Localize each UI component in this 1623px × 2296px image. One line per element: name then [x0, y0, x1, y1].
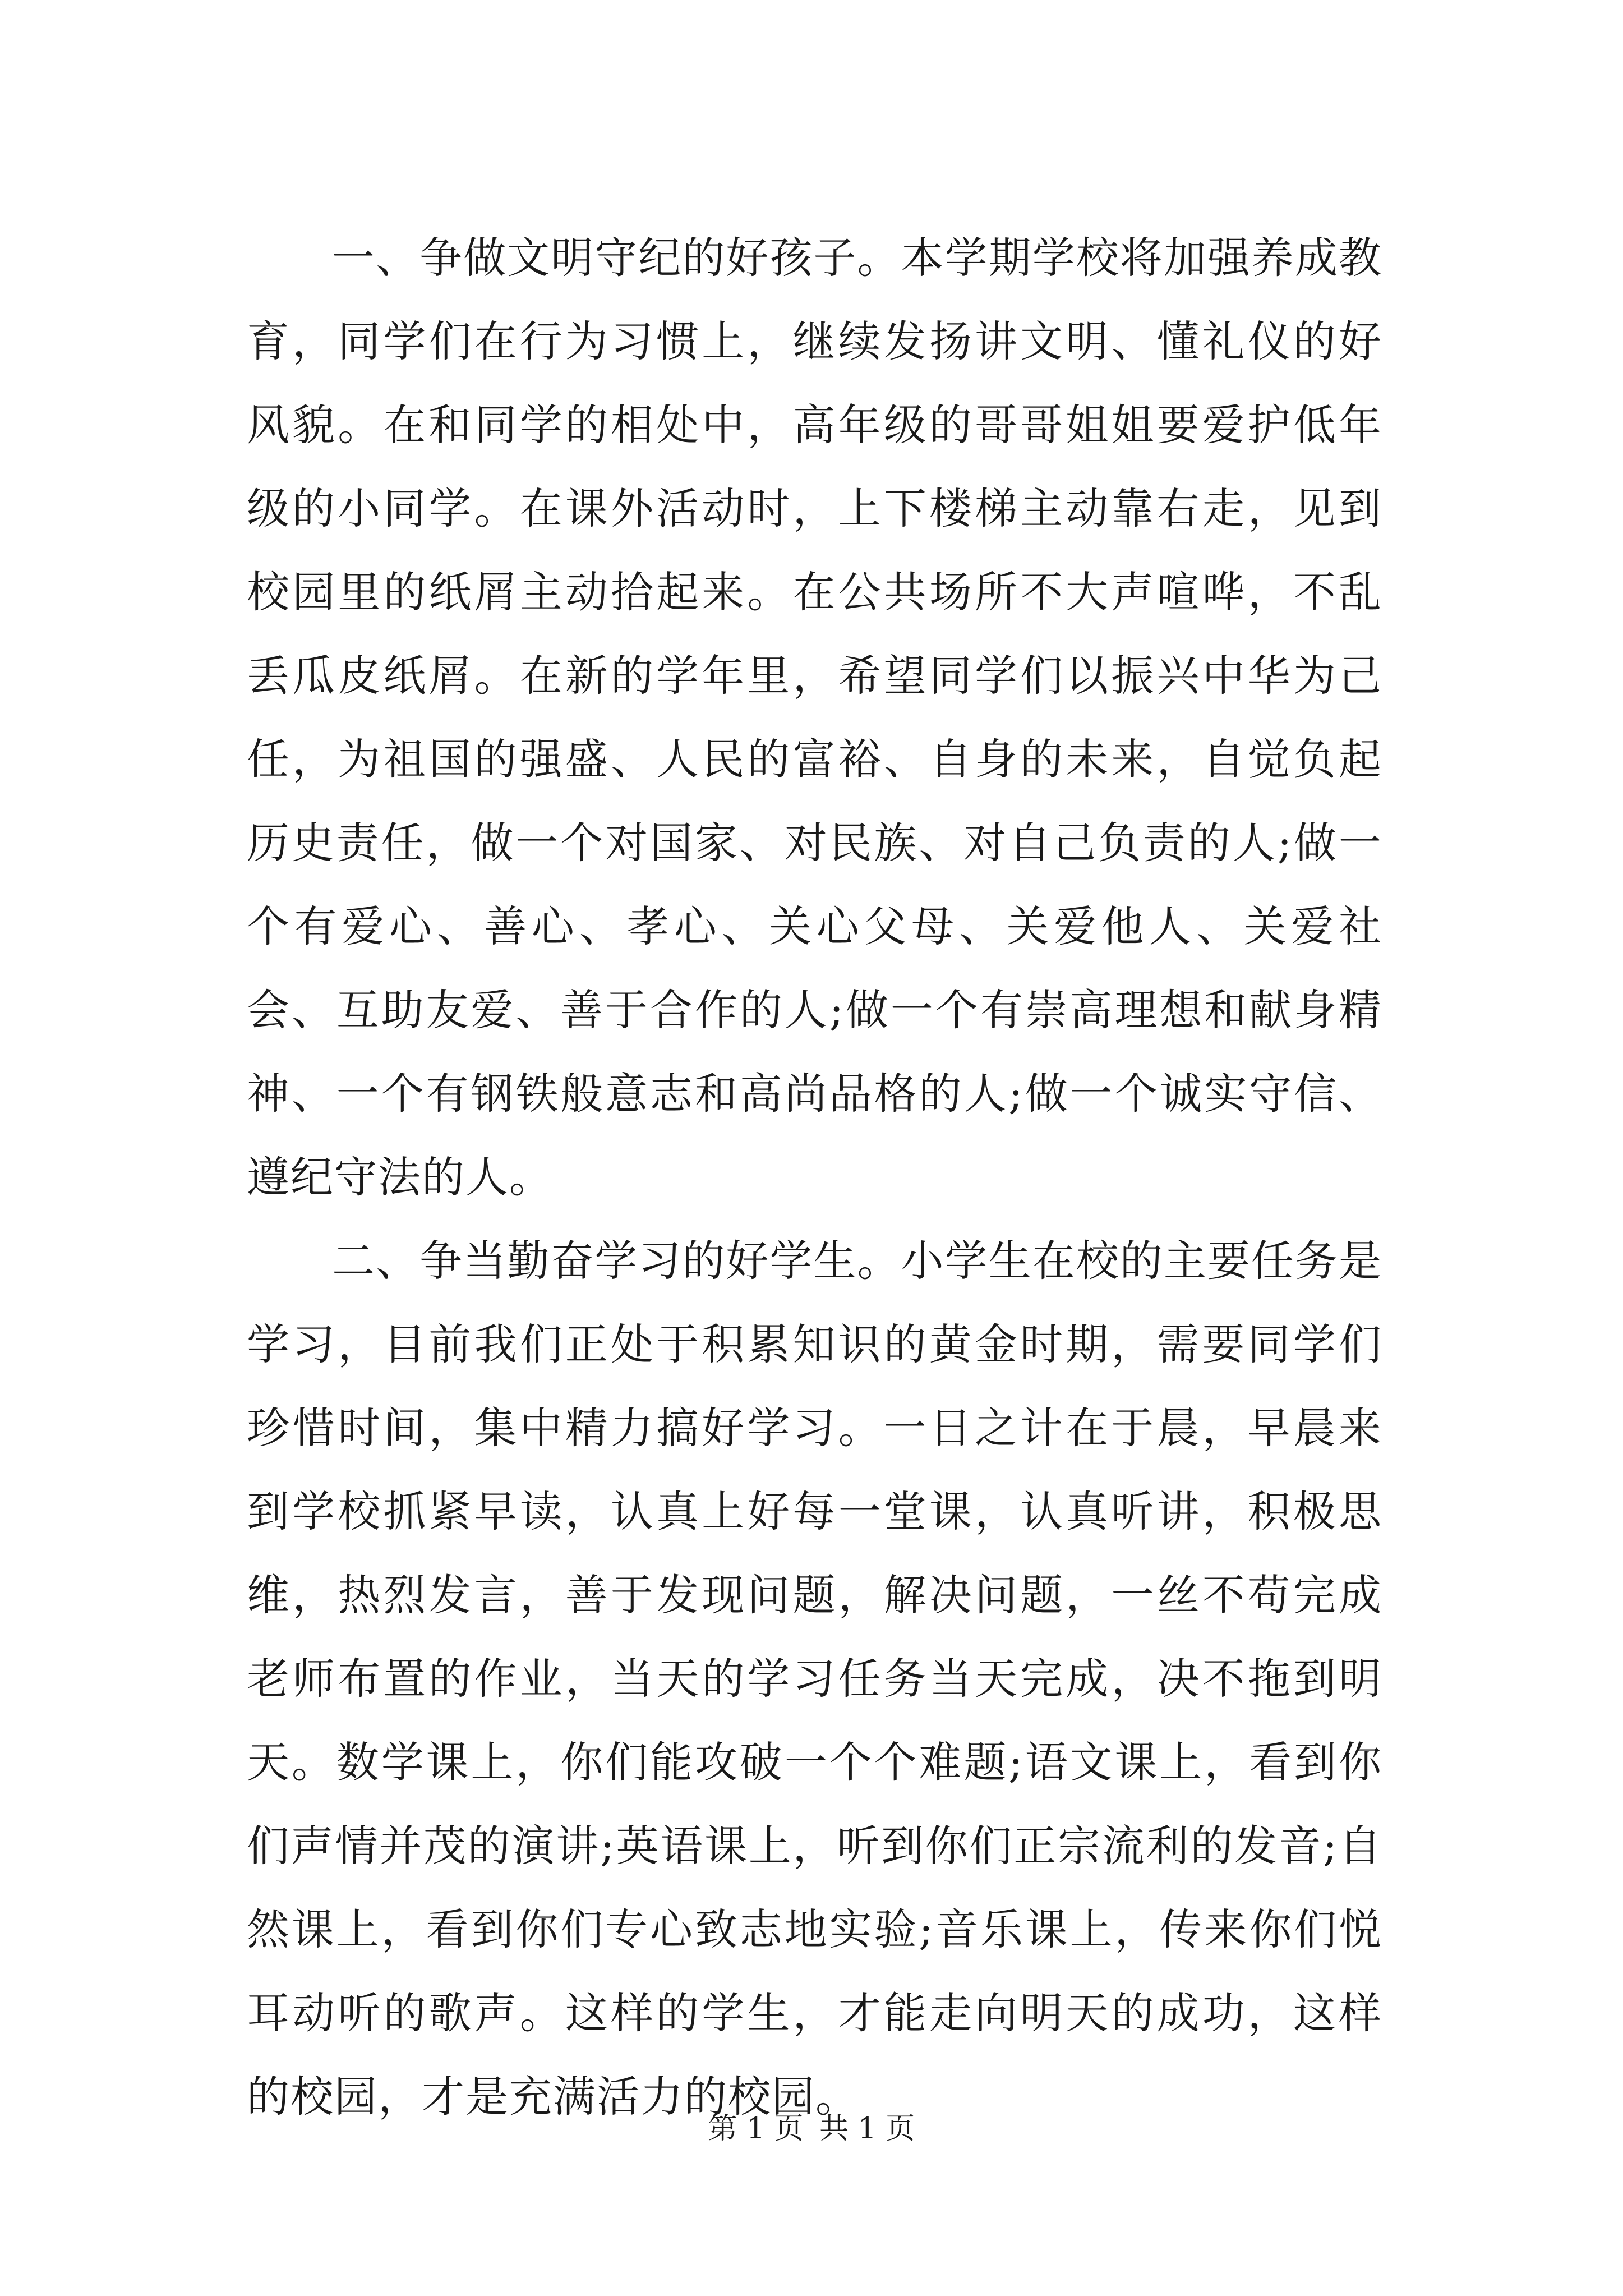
- paragraph-2: 二、争当勤奋学习的好学生。小学生在校的主要任务是学习，目前我们正处于积累知识的黄金时期，需要同学们珍惜时间，集中精力搞好学习。一日之计在于晨，早晨来到学校抓紧早读，认真上好每一堂课，认真听讲，积极思维，热烈发言，善于发现问题，解决问题，一丝不苟完成老师布置的作业，当天的学习任务当天完成，决不拖到明天。数学课上，你们能攻破一个个难题;语文课上，看到你们声情并茂的演讲;英语课上，听到你们正宗流利的发音;自然课上，看到你们专心致志地实验;音乐课上，传来你们悦耳动听的歌声。这样的学生，才能走向明天的成功，这样的校园，才是充满活力的校园。: [247, 1236, 1382, 2122]
- document-body: [247, 216, 1382, 2138]
- paragraph-1: 一、争做文明守纪的好孩子。本学期学校将加强养成教育，同学们在行为习惯上，继续发扬讲文明、懂礼仪的好风貌。在和同学的相处中，高年级的哥哥姐姐要爱护低年级的小同学。在课外活动时，上下楼梯主动靠右走，见到校园里的纸屑主动拾起来。在公共场所不大声喧哗，不乱丢瓜皮纸屑。在新的学年里，希望同学们以振兴中华为己任，为祖国的强盛、人民的富裕、自身的未来，自觉负起历史责任，做一个对国家、对民族、对自己负责的人;做一个有爱心、善心、孝心、关心父母、关爱他人、关爱社会、互助友爱、善于合作的人;做一个有崇高理想和献身精神、一个有钢铁般意志和高尚品格的人;做一个诚实守信、遵纪守法的人。: [247, 233, 1382, 1202]
- page-total: 共 1 页: [819, 2112, 915, 2146]
- page-number: 第 1 页: [708, 2112, 804, 2146]
- page-footer: [0, 2112, 1623, 2146]
